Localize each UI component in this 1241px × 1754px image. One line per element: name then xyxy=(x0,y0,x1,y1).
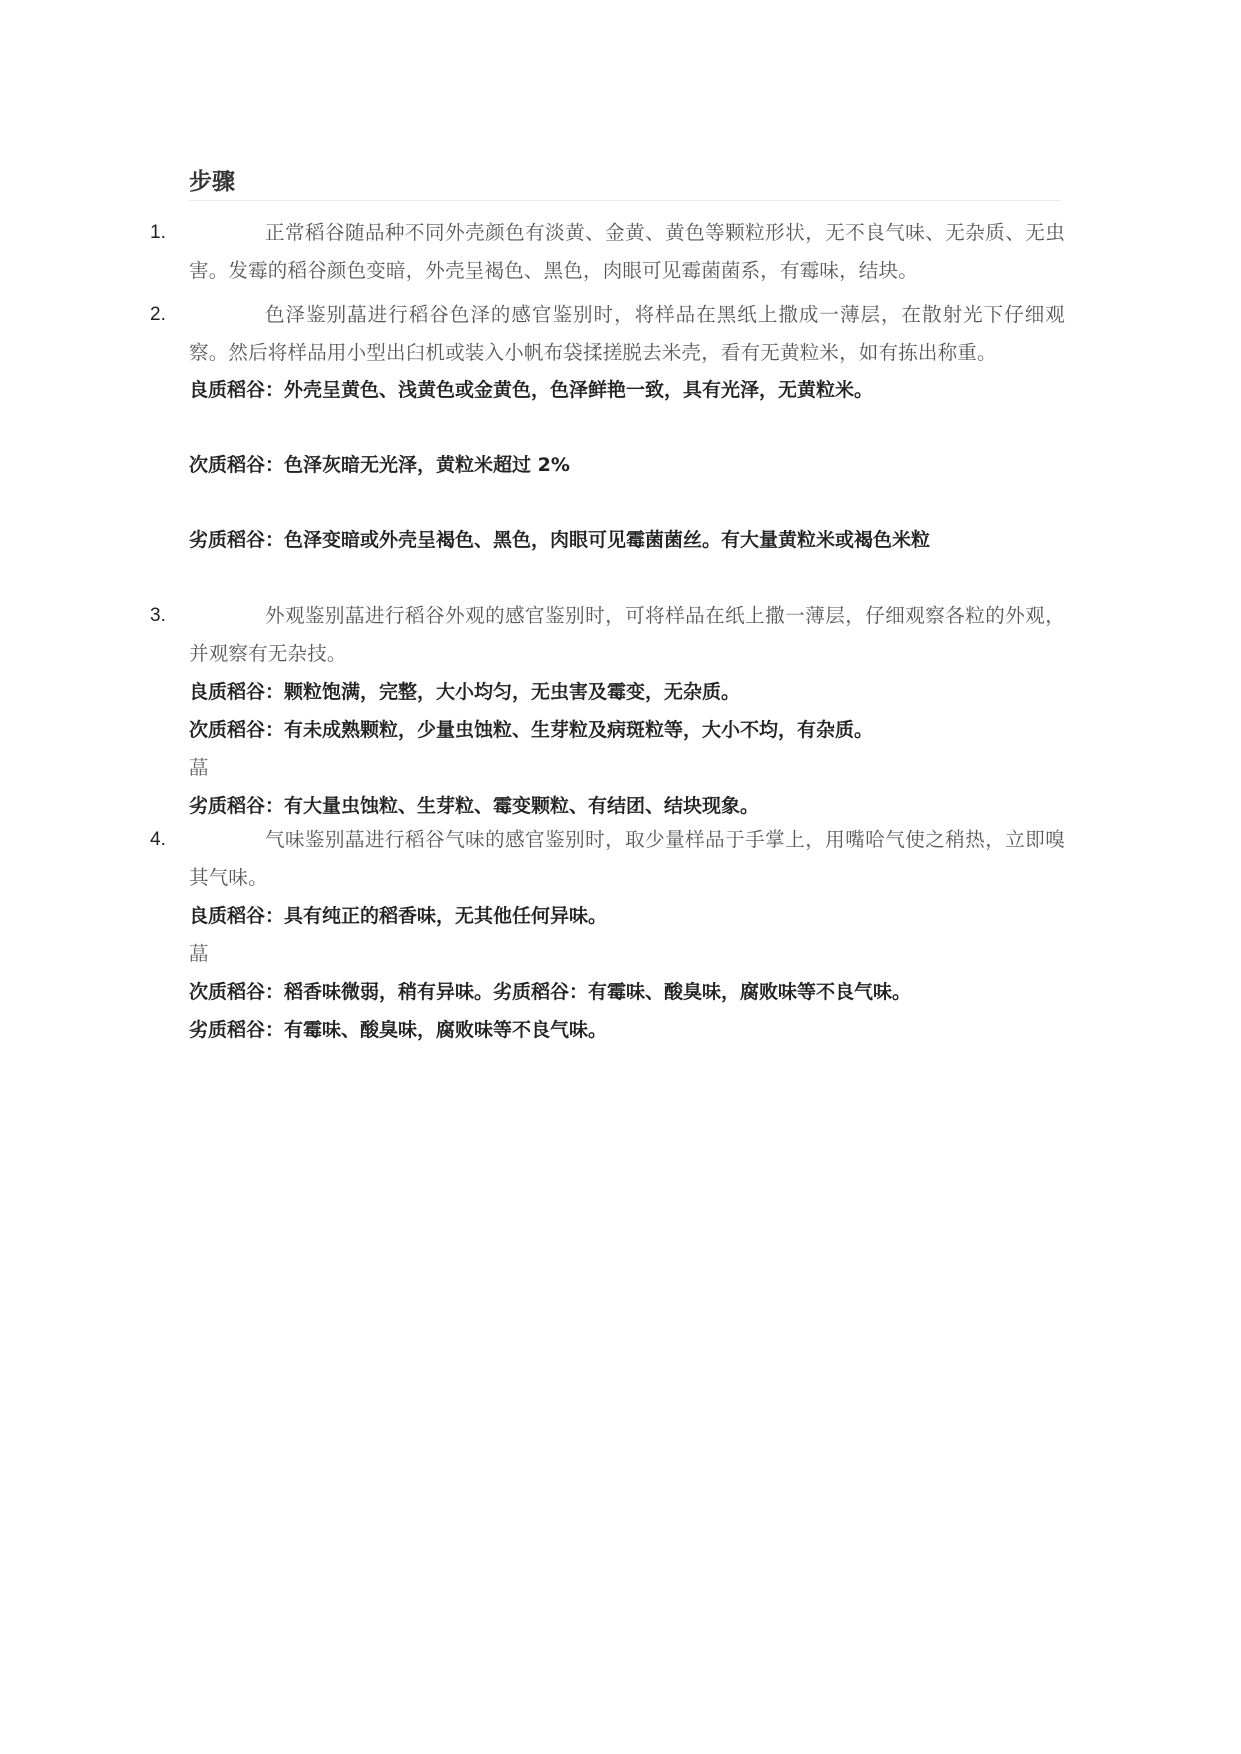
step-description: 正常稻谷随品种不同外壳颜色有淡黄、金黄、黄色等颗粒形状，无不良气味、无杂质、无虫害。发霉的稻谷颜色变暗，外壳呈褐色、黑色，肉眼可见霉菌菌系，有霉味，结块。 xyxy=(189,221,1065,282)
section-heading: 步骤 xyxy=(189,163,1061,201)
stray-character: 蕌 xyxy=(189,942,209,965)
stray-character: 蕌 xyxy=(189,756,209,779)
grade-poor: 劣质稻谷：有大量虫蚀粒、生芽粒、霉变颗粒、有结团、结块现象。 xyxy=(189,795,760,817)
grade-good: 良质稻谷：颗粒饱满，完整，大小均匀，无虫害及霉变，无杂质。 xyxy=(189,681,741,703)
step-number: 3. xyxy=(150,605,166,626)
step-item xyxy=(150,214,1065,290)
step-description: 色泽鉴别蕌进行稻谷色泽的感官鉴别时，将样品在黑纸上撒成一薄层，在散射光下仔细观察。然后将样品用小型出臼机或装入小帆布袋揉搓脱去米壳，看有无黄粒米，如有拣出称重。 xyxy=(189,303,1065,364)
step-number: 2. xyxy=(150,304,166,325)
step-item xyxy=(150,821,1065,1049)
grade-medium: 次质稻谷：稻香味微弱，稍有异味。劣质稻谷：有霉味、酸臭味，腐败味等不良气味。 xyxy=(189,981,912,1003)
grade-medium: 次质稻谷：色泽灰暗无光泽，黄粒米超过 2% xyxy=(189,454,570,476)
grade-poor: 劣质稻谷：色泽变暗或外壳呈褐色、黑色，肉眼可见霉菌菌丝。有大量黄粒米或褐色米粒 xyxy=(189,529,931,551)
grade-poor: 劣质稻谷：有霉味、酸臭味，腐败味等不良气味。 xyxy=(189,1019,608,1041)
grade-medium: 次质稻谷：有未成熟颗粒，少量虫蚀粒、生芽粒及病斑粒等，大小不均，有杂质。 xyxy=(189,719,874,741)
step-number: 1. xyxy=(150,222,166,243)
step-number: 4. xyxy=(150,829,166,850)
spacer xyxy=(150,484,1065,521)
step-description: 气味鉴别蕌进行稻谷气味的感官鉴别时，取少量样品于手掌上，用嘴哈气使之稍热，立即嗅其气味。 xyxy=(189,828,1065,889)
step-description: 外观鉴别蕌进行稻谷外观的感官鉴别时，可将样品在纸上撒一薄层，仔细观察各粒的外观，并观察有无杂技。 xyxy=(189,604,1065,665)
step-item xyxy=(150,597,1065,825)
grade-good: 良质稻谷：具有纯正的稻香味，无其他任何异味。 xyxy=(189,905,608,927)
grade-good: 良质稻谷：外壳呈黄色、浅黄色或金黄色，色泽鲜艳一致，具有光泽，无黄粒米。 xyxy=(189,379,874,401)
step-item xyxy=(150,296,1065,559)
spacer xyxy=(150,409,1065,446)
